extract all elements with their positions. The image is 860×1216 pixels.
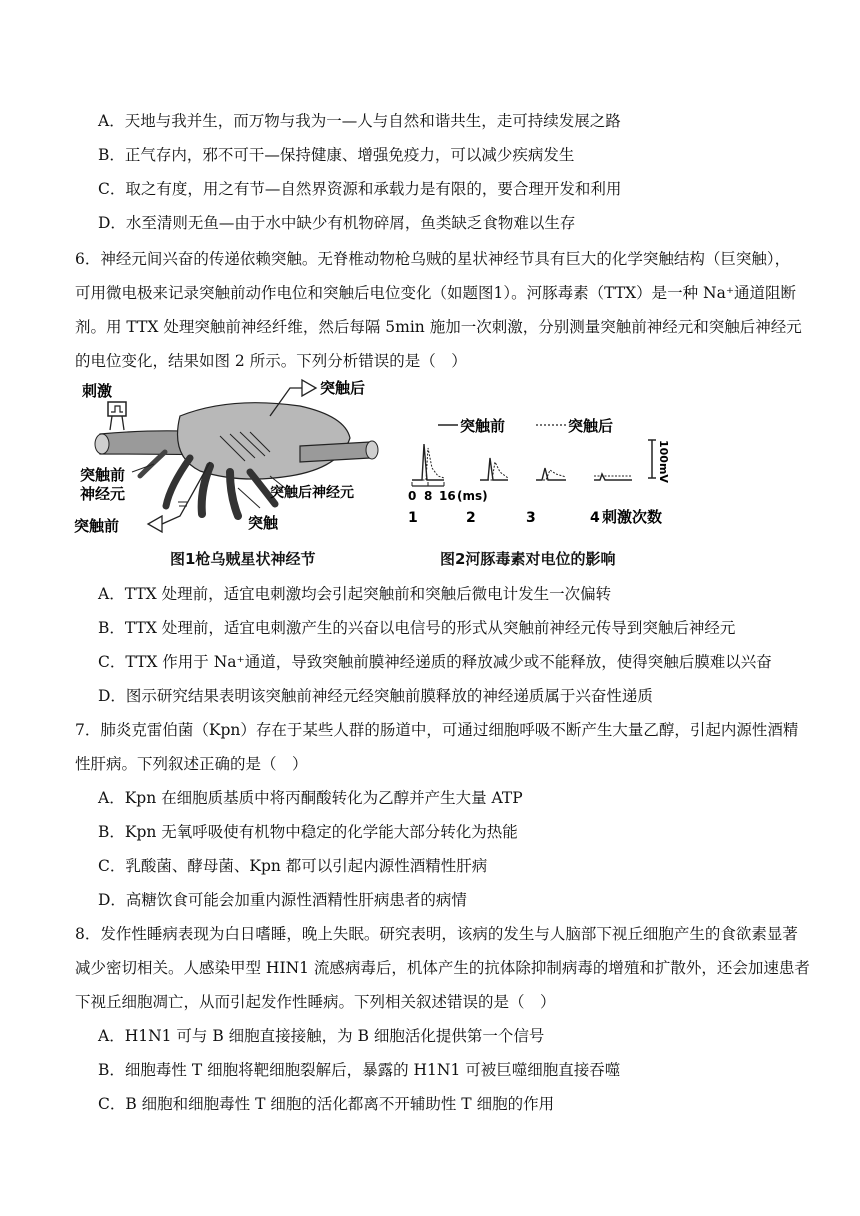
ttx-potential-chart	[404, 376, 710, 546]
label-postsynaptic: 突触后	[320, 379, 366, 397]
label-post-neuron: 突触后神经元	[270, 485, 354, 501]
q8-stem-line: 下视丘细胞凋亡，从而引起发作性睡病。下列相关叙述错误的是（ ）	[75, 993, 556, 1011]
figure-1-caption: 图1枪乌贼星状神经节	[170, 550, 316, 568]
q6-figures	[70, 376, 710, 572]
stim-number-1: 1	[408, 510, 418, 526]
q5-option-b: B．正气存内，邪不可干—保持健康、增强免疫力，可以减少疾病发生	[98, 146, 575, 164]
time-tick-0: 0	[408, 489, 417, 503]
q7-option-a: A．Kpn 在细胞质基质中将丙酮酸转化为乙醇并产生大量 ATP	[98, 789, 523, 807]
q7-stem-line: 7．肺炎克雷伯菌（Kpn）存在于某些人群的肠道中，可通过细胞呼吸不断产生大量乙醇，引起内源性酒精	[75, 721, 799, 739]
label-presynaptic: 突触前	[74, 517, 120, 535]
q8-option-b: B．细胞毒性 T 细胞将靶细胞裂解后，暴露的 H1N1 可被巨噬细胞直接吞噬	[98, 1061, 621, 1079]
stim-number-3: 3	[526, 510, 536, 526]
label-pre-neuron-line2: 神经元	[80, 485, 126, 503]
q5-option-a: A．天地与我并生，而万物与我为一—人与自然和谐共生，走可持续发展之路	[98, 112, 621, 130]
trace-2-pre	[480, 458, 508, 480]
q8-option-a: A．H1N1 可与 B 细胞直接接触，为 B 细胞活化提供第一个信号	[98, 1027, 545, 1045]
q8-option-c: C．B 细胞和细胞毒性 T 细胞的活化都离不开辅助性 T 细胞的作用	[98, 1095, 555, 1113]
label-stimulus: 刺激	[82, 382, 113, 400]
time-tick-16: 16	[439, 489, 456, 503]
q6-option-d: D．图示研究结果表明该突触前神经元经突触前膜释放的神经递质属于兴奋性递质	[98, 687, 653, 705]
trace-2-post	[480, 462, 508, 480]
q6-stem-line: 的电位变化，结果如图 2 所示。下列分析错误的是（ ）	[75, 352, 467, 370]
figure-2-caption: 图2河豚毒素对电位的影响	[440, 550, 616, 568]
legend-post-label: 突触后	[568, 417, 614, 435]
scale-label: 100mV	[657, 440, 670, 483]
stim-number-2: 2	[466, 510, 476, 526]
time-tick-8: 8	[424, 489, 433, 503]
label-synapse: 突触	[248, 514, 279, 532]
figure-1	[70, 376, 390, 572]
trace-3-post	[536, 470, 566, 480]
stim-count-label: 刺激次数	[602, 508, 663, 526]
q6-option-b: B．TTX 处理前，适宜电刺激产生的兴奋以电信号的形式从突触前神经元传导到突触后神经元	[98, 619, 736, 637]
q7-stem-line: 性肝病。下列叙述正确的是（ ）	[75, 755, 308, 773]
figure-2	[404, 376, 710, 572]
label-pre-neuron-line1: 突触前	[80, 466, 126, 484]
squid-ganglion-diagram	[70, 376, 390, 546]
q7-option-d: D．高糖饮食可能会加重内源性酒精性肝病患者的病情	[98, 891, 467, 909]
q8-stem-line: 减少密切相关。人感染甲型 HIN1 流感病毒后，机体产生的抗体除抑制病毒的增殖和扩散外，还会加速患者	[75, 959, 810, 977]
q6-option-a: A．TTX 处理前，适宜电刺激均会引起突触前和突触后微电计发生一次偏转	[98, 585, 612, 603]
time-unit: (ms)	[457, 489, 488, 503]
trace-1-post	[412, 448, 444, 480]
q7-option-b: B．Kpn 无氧呼吸使有机物中稳定的化学能大部分转化为热能	[98, 823, 518, 841]
q8-stem-line: 8．发作性睡病表现为白日嗜睡，晚上失眠。研究表明，该病的发生与人脑部下视丘细胞产生的食欲素显著	[75, 925, 798, 943]
trace-4-pre	[594, 474, 632, 480]
q6-stem-line: 剂。用 TTX 处理突触前神经纤维，然后每隔 5min 施加一次刺激，分别测量突触前神经元和突触后神经元	[75, 318, 802, 336]
q5-option-d: D．水至清则无鱼—由于水中缺少有机物碎屑，鱼类缺乏食物难以生存	[98, 214, 576, 232]
q5-option-c: C．取之有度，用之有节—自然界资源和承载力是有限的，要合理开发和利用	[98, 180, 622, 198]
stim-number-4: 4	[590, 510, 600, 526]
q6-stem-line: 6．神经元间兴奋的传递依赖突触。无脊椎动物枪乌贼的星状神经节具有巨大的化学突触结构（巨突触），	[75, 250, 791, 268]
q6-option-c: C．TTX 作用于 Na⁺通道，导致突触前膜神经递质的释放减少或不能释放，使得突触后膜难以兴奋	[98, 653, 772, 671]
q7-option-c: C．乳酸菌、酵母菌、Kpn 都可以引起内源性酒精性肝病	[98, 857, 488, 875]
legend-pre-label: 突触前	[460, 417, 506, 435]
q6-stem-line: 可用微电极来记录突触前动作电位和突触后电位变化（如题图1）。河豚毒素（TTX）是一种 Na⁺通道阻断	[75, 284, 797, 302]
trace-3-pre	[536, 468, 566, 480]
